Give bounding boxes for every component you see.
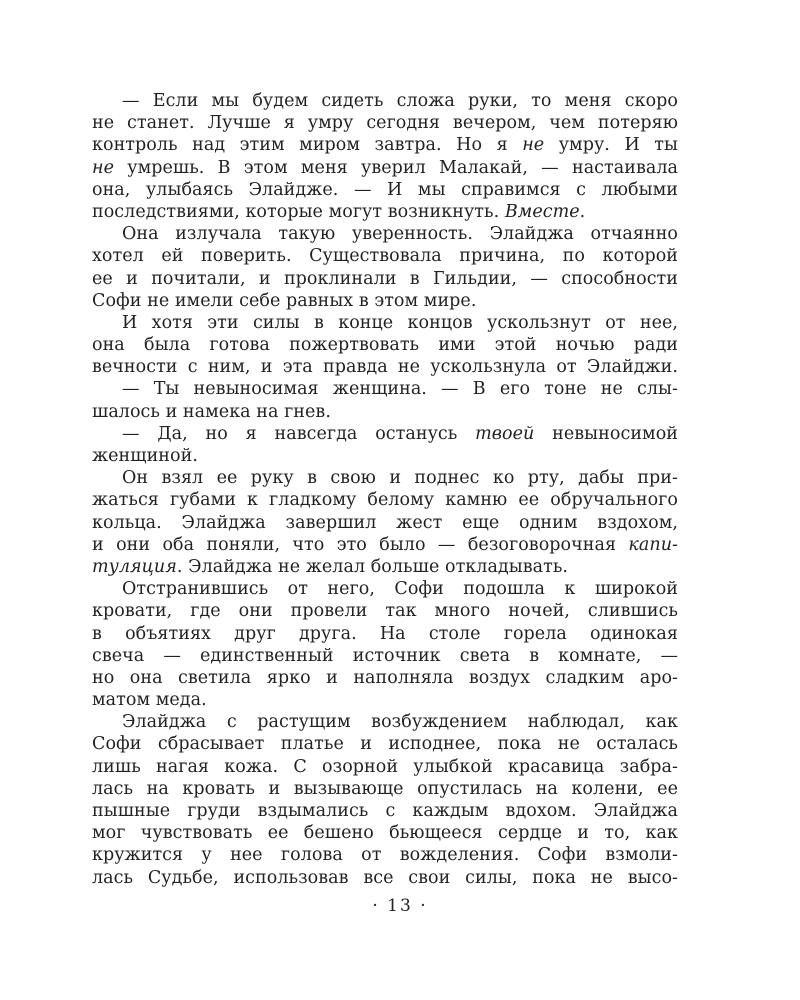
- text-line: [92, 445, 678, 467]
- text-segment: она, улыбаясь Элайдже. — И мы справимся с любыми: [92, 179, 678, 200]
- text-segment: кольца. Элайджа завершил жест еще одним вздохом,: [92, 512, 678, 533]
- text-line: [92, 157, 678, 179]
- text-line: [92, 667, 678, 689]
- text-line: [92, 401, 678, 423]
- text-segment: матом меда.: [92, 690, 207, 711]
- text-line: [92, 201, 678, 223]
- text-segment: вечности с ним, и эта правда не ускользнула от Элайджи.: [92, 357, 678, 378]
- italic-text: Вместе: [504, 201, 580, 222]
- text-line: [92, 423, 678, 445]
- text-segment: свеча — единственный источник света в комнате, —: [92, 645, 678, 666]
- text-segment: мог чувствовать ее бешено бьющееся сердце и то, как: [92, 823, 678, 844]
- text-segment: — Если мы будем сидеть сложа руки, то меня скоро: [122, 91, 678, 111]
- text-line: [92, 467, 678, 489]
- text-line: [92, 822, 678, 844]
- text-line: [92, 245, 678, 267]
- text-line: [92, 512, 678, 534]
- text-segment: Софи сбрасывает платье и исподнее, пока не осталась: [92, 734, 678, 755]
- text-segment: лась Судьбе, использовав все свои силы, пока не высо-: [92, 867, 678, 888]
- text-line: [92, 711, 678, 733]
- text-segment: — Ты невыносимая женщина. — В его тоне не слы-: [122, 379, 678, 400]
- text-segment: Софи не имели себе равных в этом мире.: [92, 290, 477, 311]
- text-line: [92, 134, 678, 156]
- text-segment: она была готова пожертвовать ими этой ночью ради: [92, 335, 678, 356]
- text-line: [92, 489, 678, 511]
- text-line: [92, 733, 678, 755]
- text-line: [92, 623, 678, 645]
- text-line: [92, 756, 678, 778]
- text-line: [92, 290, 678, 312]
- italic-text: твоей: [475, 423, 535, 444]
- text-line: [92, 844, 678, 866]
- text-line: [92, 645, 678, 667]
- text-segment: лишь нагая кожа. С озорной улыбкой красавица забра-: [92, 756, 678, 777]
- text-line: [92, 556, 678, 578]
- text-line: [92, 378, 678, 400]
- text-segment: И хотя эти силы в конце концов ускользнут от нее,: [122, 312, 678, 333]
- text-segment: хотел ей поверить. Существовала причина, по которой: [92, 246, 678, 267]
- text-segment: жаться губами к гладкому белому камню ее обручального: [92, 490, 678, 511]
- text-segment: умру. И ты: [544, 135, 678, 156]
- text-segment: пышные груди вздымались с каждым вдохом. Элайджа: [92, 801, 678, 821]
- italic-text: капи-: [628, 534, 678, 555]
- text-line: [92, 312, 678, 334]
- text-line: [92, 689, 678, 711]
- text-line: [92, 800, 678, 822]
- text-segment: умрешь. В этом меня уверил Малакай, — настаивала: [113, 157, 678, 178]
- italic-text: туляция: [92, 556, 177, 577]
- text-segment: ее и почитали, и проклинали в Гильдии, — способности: [92, 268, 678, 289]
- text-line: [92, 268, 678, 290]
- text-segment: последствиями, которые могут возникнуть.: [92, 201, 505, 222]
- text-segment: и они оба поняли, что это было — безоговорочная: [92, 534, 629, 555]
- text-line: [92, 179, 678, 201]
- text-segment: кровати, где они провели так много ночей, слившись: [92, 601, 678, 622]
- text-line: [92, 778, 678, 800]
- text-segment: Она излучала такую уверенность. Элайджа отчаянно: [122, 224, 678, 245]
- text-segment: кружится у нее голова от вожделения. Софи взмоли-: [92, 845, 678, 866]
- text-line: [92, 223, 678, 245]
- text-segment: в объятиях друг друга. На столе горела одинокая: [92, 623, 678, 644]
- text-segment: шалось и намека на гнев.: [92, 401, 331, 422]
- text-segment: . Элайджа не желал больше откладывать.: [176, 556, 569, 577]
- text-segment: не станет. Лучше я умру сегодня вечером, чем потеряю: [92, 113, 678, 134]
- text-segment: .: [579, 201, 586, 222]
- text-line: [92, 112, 678, 134]
- text-segment: лась на кровать и вызывающе опустилась на колени, ее: [92, 778, 678, 799]
- text-line: [92, 356, 678, 378]
- italic-text: не: [92, 157, 114, 178]
- text-segment: женщиной.: [92, 446, 198, 466]
- page-number: · 13 ·: [372, 896, 428, 916]
- text-segment: Отстранившись от него, Софи подошла к широкой: [122, 579, 678, 600]
- text-segment: Он взял ее руку в свою и поднес ко рту, дабы при-: [122, 468, 678, 489]
- text-segment: невыносимой: [534, 423, 678, 444]
- text-line: [92, 534, 678, 556]
- text-line: [92, 578, 678, 600]
- text-segment: — Да, но я навсегда останусь: [122, 423, 476, 444]
- text-line: [92, 334, 678, 356]
- text-line: [92, 600, 678, 622]
- text-segment: Элайджа с растущим возбуждением наблюдал, как: [122, 712, 678, 733]
- body-text: [92, 90, 678, 889]
- italic-text: не: [522, 135, 545, 156]
- text-line: [92, 90, 678, 112]
- text-segment: контроль над этим миром завтра. Но я: [92, 135, 523, 156]
- text-segment: но она светила ярко и наполняла воздух сладким аро-: [92, 667, 678, 688]
- text-line: [92, 867, 678, 889]
